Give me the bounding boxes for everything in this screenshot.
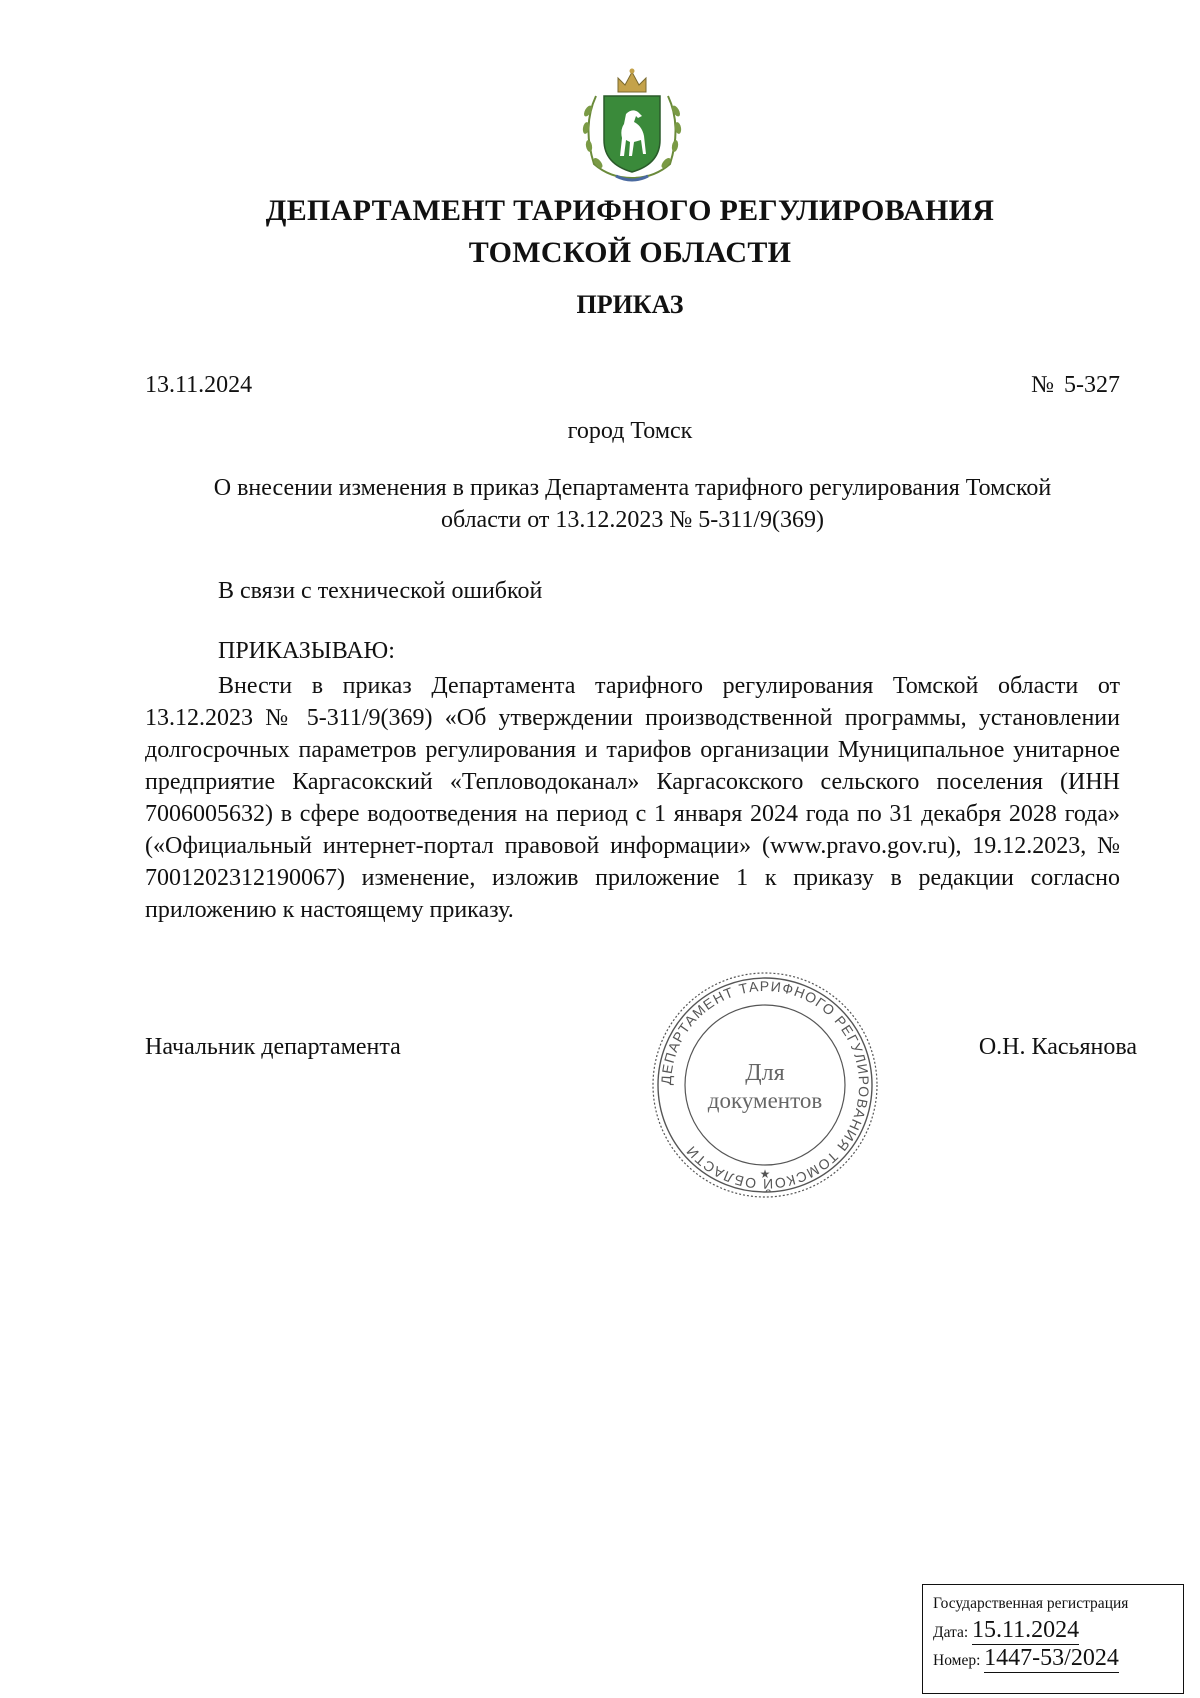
stamp-seal-icon — [645, 970, 885, 1200]
department-title — [0, 190, 1200, 274]
document-type-heading: ПРИКАЗ — [576, 290, 684, 319]
registration-date-row — [933, 1617, 1183, 1645]
official-stamp — [645, 970, 885, 1200]
preamble-text: В связи с технической ошибкой — [218, 578, 543, 604]
stamp-center-line1: Для — [745, 1060, 785, 1086]
order-word: ПРИКАЗЫВАЮ: — [218, 638, 395, 664]
city-line: город Томск — [567, 418, 693, 444]
registration-number-row — [933, 1645, 1183, 1673]
department-title-line2: ТОМСКОЙ ОБЛАСТИ — [468, 236, 792, 269]
signatory-name: О.Н. Касьянова — [978, 1034, 1137, 1060]
registration-number-value: 1447-53/2024 — [984, 1645, 1119, 1671]
stamp-ring-text: ДЕПАРТАМЕНТ ТАРИФНОГО РЕГУЛИРОВАНИЯ ТОМСКОЙ ОБЛАСТИ — [657, 977, 873, 1193]
signatory-position: Начальник департамента — [145, 1034, 401, 1060]
order-body-paragraph: Внести в приказ Департамента тарифного регулирования Томской области от 13.12.2023 № 5-311/9(369) «Об утверждении производственной программы, установлении долгосрочных параметров регулирования и тарифов организации Муниципальное унитарное предприятие Каргасокский «Тепловодоканал» Каргасокского сельского поселения (ИНН 7006005632) в сфере водоотведения на период с 1 января 2024 года по 31 декабря 2028 года» («Официальный интернет-портал правовой информации» (www.pravo.gov.ru), 19.12.2023, № 7001202312190067) изменение, изложив приложение 1 к приказу в редакции согласно приложению к настоящему приказу. — [145, 673, 1120, 923]
stamp-star-icon: ★ — [759, 1167, 771, 1181]
stamp-center-line2: документов — [707, 1088, 823, 1113]
registration-date-label: Дата: — [933, 1624, 969, 1641]
order-subject-line1: О внесении изменения в приказ Департамента тарифного регулирования Томской — [213, 475, 1052, 501]
registration-title: Государственная регистрация — [933, 1595, 1129, 1612]
order-subject-line2: области от 13.12.2023 № 5-311/9(369) — [440, 507, 825, 533]
order-number — [1031, 372, 1120, 399]
order-number-value: 5-327 — [1064, 372, 1120, 398]
registration-date-value: 15.11.2024 — [971, 1617, 1080, 1643]
number-sign: № — [1031, 372, 1054, 398]
registration-box — [922, 1584, 1184, 1694]
coat-of-arms-emblem — [576, 66, 688, 184]
registration-number-label: Номер: — [933, 1652, 981, 1669]
coat-of-arms-icon — [576, 66, 688, 184]
order-date: 13.11.2024 — [145, 372, 253, 398]
department-title-line1: ДЕПАРТАМЕНТ ТАРИФНОГО РЕГУЛИРОВАНИЯ — [265, 194, 995, 227]
order-subject — [145, 472, 1120, 536]
